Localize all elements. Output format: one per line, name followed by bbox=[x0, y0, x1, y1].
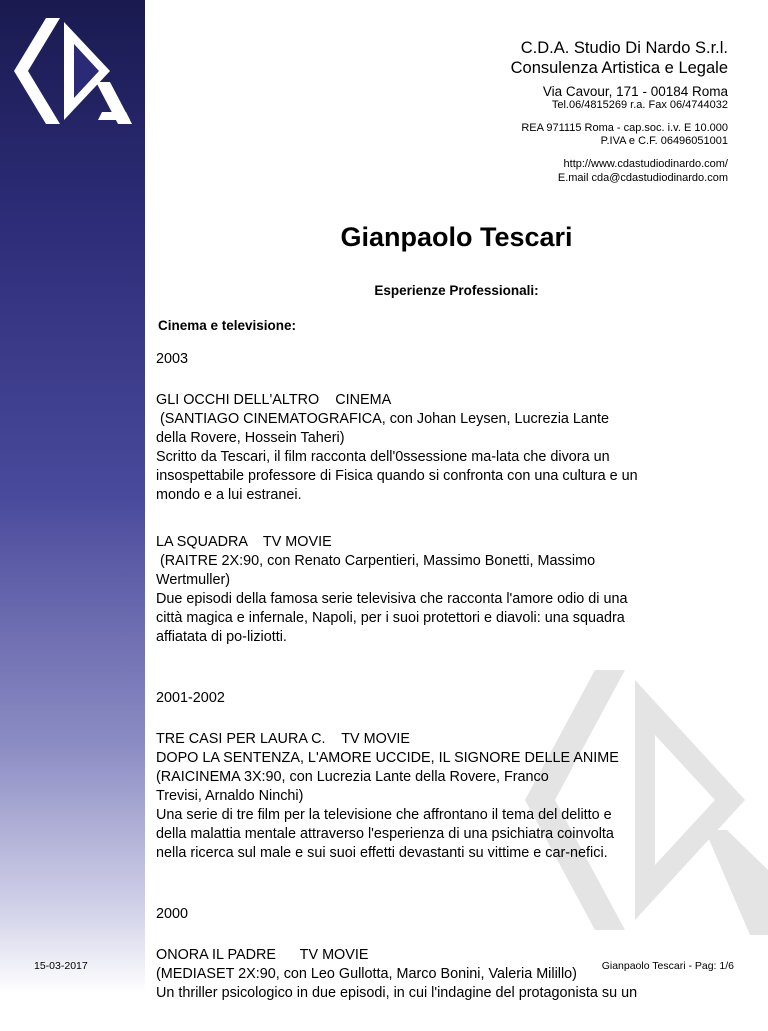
entry-heading: TRE CASI PER LAURA C. TV MOVIE bbox=[156, 731, 411, 747]
company-registration bbox=[521, 122, 728, 148]
entry-line: DOPO LA SENTENZA, L'AMORE UCCIDE, IL SIGNORE DELLE ANIME bbox=[156, 750, 619, 766]
experience-entry bbox=[156, 391, 676, 505]
footer-date: 15-03-2017 bbox=[34, 960, 88, 972]
entry-line: città magica e infernale, Napoli, per i suoi protettori e diavoli: una squadra bbox=[156, 610, 625, 626]
company-name: C.D.A. Studio Di Nardo S.r.l. bbox=[520, 39, 728, 57]
company-rea: REA 971115 Roma - cap.soc. i.v. E 10.000 bbox=[521, 122, 728, 134]
year-label: 2000 bbox=[156, 906, 189, 922]
entry-line: (RAICINEMA 3X:90, con Lucrezia Lante della Rovere, Franco bbox=[156, 769, 549, 785]
company-email-link[interactable]: E.mail cda@cdastudiodinardo.com bbox=[557, 172, 728, 184]
entry-line: Due episodi della famosa serie televisiva che racconta l'amore odio di una bbox=[156, 591, 628, 607]
company-vat: P.IVA e C.F. 06496051001 bbox=[600, 135, 728, 147]
company-tagline: Consulenza Artistica e Legale bbox=[510, 59, 728, 77]
company-website-link[interactable]: http://www.cdastudiodinardo.com/ bbox=[563, 158, 728, 170]
entry-heading: LA SQUADRA TV MOVIE bbox=[156, 534, 332, 550]
entry-heading: GLI OCCHI DELL'ALTRO CINEMA bbox=[156, 392, 392, 408]
entry-line: Trevisi, Arnaldo Ninchi) bbox=[156, 788, 304, 804]
section-heading: Esperienze Professionali: bbox=[374, 283, 539, 298]
company-address: Via Cavour, 171 - 00184 Roma bbox=[542, 84, 728, 99]
entry-heading: ONORA IL PADRE TV MOVIE bbox=[156, 947, 369, 963]
person-name-title: Gianpaolo Tescari bbox=[340, 222, 573, 252]
entry-line: della Rovere, Hossein Taheri) bbox=[156, 430, 345, 446]
entry-line: Una serie di tre film per la televisione che affrontano il tema del delitto e bbox=[156, 807, 612, 823]
experience-entry bbox=[156, 533, 676, 647]
entry-line: (SANTIAGO CINEMATOGRAFICA, con Johan Leysen, Lucrezia Lante bbox=[156, 411, 609, 427]
entry-line: della malattia mentale attraverso l'esperienza di una psichiatra coinvolta bbox=[156, 826, 614, 842]
company-phone: Tel.06/4815269 r.a. Fax 06/4744032 bbox=[551, 99, 728, 111]
entry-line: Un thriller psicologico in due episodi, in cui l'indagine del protagonista su un bbox=[156, 985, 638, 1001]
category-heading: Cinema e televisione: bbox=[158, 318, 297, 333]
year-label: 2001-2002 bbox=[156, 690, 225, 706]
entry-line: Wertmuller) bbox=[156, 572, 231, 588]
entry-line: affiatata di po-liziotti. bbox=[156, 629, 287, 645]
experience-entry bbox=[156, 946, 676, 1003]
company-contacts bbox=[558, 157, 728, 185]
footer-page-number: Gianpaolo Tescari - Pag: 1/6 bbox=[601, 960, 734, 972]
experience-entry bbox=[156, 730, 676, 863]
company-header bbox=[511, 38, 728, 78]
entry-line: (MEDIASET 2X:90, con Leo Gullotta, Marco Bonini, Valeria Milillo) bbox=[156, 966, 577, 982]
entry-line: mondo e a lui estranei. bbox=[156, 487, 302, 503]
cda-logo bbox=[2, 8, 142, 134]
sidebar-band bbox=[0, 0, 145, 994]
entry-line: insospettabile professore di Fisica quando si confronta con una cultura e un bbox=[156, 468, 638, 484]
year-label: 2003 bbox=[156, 351, 189, 367]
entry-line: Scritto da Tescari, il film racconta dell'0ssessione ma-lata che divora un bbox=[156, 449, 610, 465]
entry-line: (RAITRE 2X:90, con Renato Carpentieri, Massimo Bonetti, Massimo bbox=[156, 553, 596, 569]
entry-line: nella ricerca sul male e sui suoi effetti devastanti su vittime e car-nefici. bbox=[156, 845, 608, 861]
experience-list bbox=[156, 350, 676, 1031]
